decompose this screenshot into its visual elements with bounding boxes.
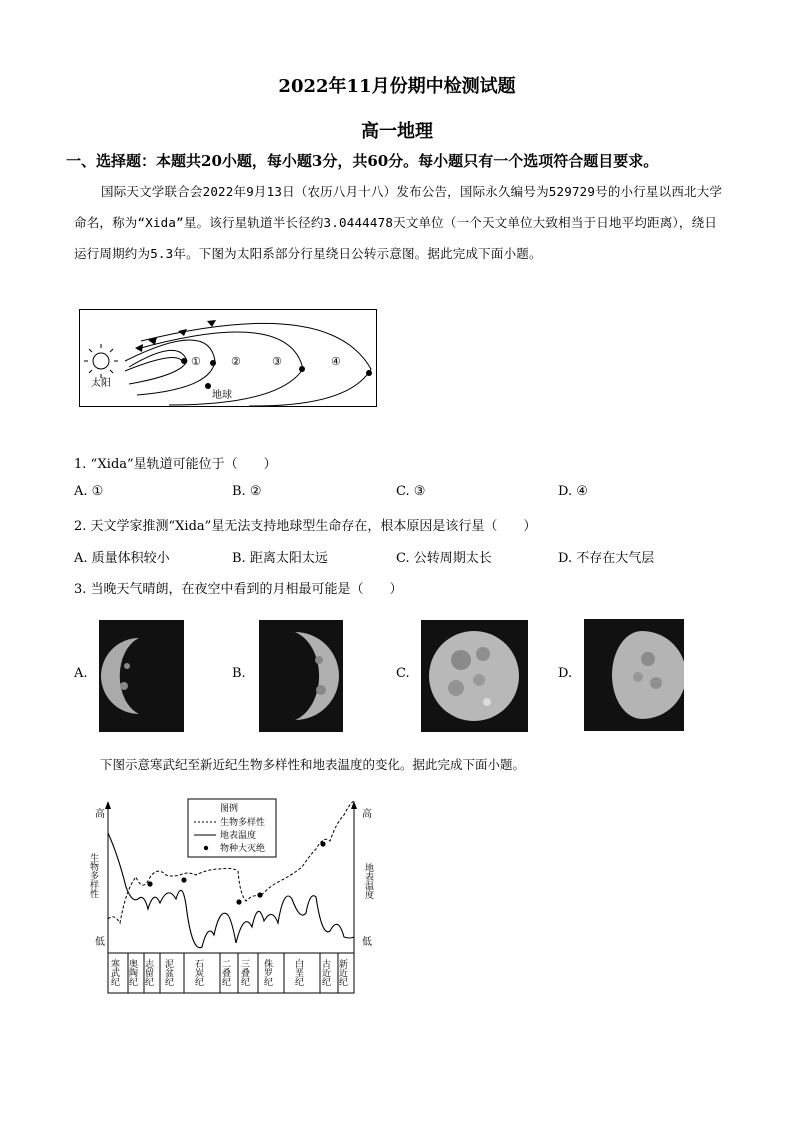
q2-option-b[interactable]: B. 距离太阳太远 (232, 551, 328, 566)
legend-temperature: 地表温度 (220, 831, 257, 841)
left-axis-high: 高 (95, 809, 105, 820)
period-label: 二叠纪 (220, 959, 230, 986)
period-label: 三叠纪 (239, 959, 249, 986)
legend-biodiversity: 生物多样性 (220, 818, 266, 828)
orbit-marker-1: ① (191, 355, 201, 368)
extinction-marker (257, 892, 262, 897)
exam-title: 2022年11月份期中检测试题 (278, 76, 516, 97)
right-axis-label: 地表温度 (363, 863, 373, 899)
right-axis-high: 高 (362, 809, 372, 820)
subject-title: 高一地理 (361, 121, 433, 142)
extinction-marker (147, 881, 152, 886)
period-label: 泥盆纪 (163, 959, 173, 986)
q1-option-a[interactable]: A. ① (74, 484, 104, 499)
moon-phase-d-image[interactable] (584, 619, 684, 731)
period-label: 寒武纪 (109, 959, 119, 986)
question-1: 1. “Xida”星轨道可能位于（ ） (74, 457, 277, 472)
extinction-marker (236, 899, 241, 904)
period-label: 侏罗纪 (262, 959, 272, 986)
extinction-marker (320, 841, 325, 846)
q3-option-c[interactable]: C. (396, 666, 410, 681)
left-axis-label: 生物多样性 (88, 853, 98, 898)
q3-option-b[interactable]: B. (232, 666, 246, 681)
q2-option-a[interactable]: A. 质量体积较小 (74, 551, 170, 566)
orbit-marker-2: ② (231, 355, 241, 368)
period-label: 志留纪 (143, 959, 153, 986)
right-axis-low: 低 (362, 937, 372, 948)
q1-option-b[interactable]: B. ② (232, 484, 262, 499)
question-3: 3. 当晚天气晴朗，在夜空中看到的月相最可能是（ ） (74, 582, 403, 597)
question-2: 2. 天文学家推测“Xida”星无法支持地球型生命存在，根本原因是该行星（ ） (74, 519, 537, 534)
earth-label: 地球 (212, 390, 232, 401)
q1-option-c[interactable]: C. ③ (396, 484, 426, 499)
section-heading: 一、选择题：本题共20小题，每小题3分，共60分。每小题只有一个选项符合题目要求。 (66, 152, 659, 170)
extinction-marker (181, 877, 186, 882)
q3-option-d[interactable]: D. (558, 666, 573, 681)
q1-option-d[interactable]: D. ④ (558, 484, 588, 499)
sun-label: 太阳 (91, 378, 111, 389)
biodiversity-temperature-chart (80, 795, 380, 1000)
orbit-marker-3: ③ (272, 355, 282, 368)
legend-title: 图例 (220, 804, 239, 814)
q2-option-d[interactable]: D. 不存在大气层 (558, 551, 655, 566)
moon-phase-b-image[interactable] (259, 620, 343, 732)
moon-phase-c-image[interactable] (421, 620, 528, 732)
intro-paragraph-1: 国际天文学联合会2022年9月13日（农历八月十八）发布公告，国际永久编号为529729号的小行星以西北大学命名，称为“Xida”星。该行星轨道半长径约3.0444478天文单位（一个天文单位大致相当于日地平均距离），绕日运行周期约为5.3年。下图为太阳系部分行星绕日公转示意图。据此完成下面小题。 (74, 184, 723, 261)
period-label: 奥陶纪 (127, 959, 137, 986)
period-label: 新近纪 (337, 959, 347, 986)
q3-option-a[interactable]: A. (74, 666, 88, 681)
period-label: 古近纪 (320, 959, 330, 986)
legend-extinction: 物种大灭绝 (220, 844, 266, 854)
intro-paragraph-2: 下图示意寒武纪至新近纪生物多样性和地表温度的变化。据此完成下面小题。 (100, 757, 526, 772)
orbit-marker-4: ④ (331, 355, 341, 368)
left-axis-low: 低 (95, 937, 105, 948)
moon-phase-a-image[interactable] (99, 620, 184, 732)
orbit-diagram (79, 309, 377, 407)
period-label: 白垩纪 (293, 959, 303, 986)
q2-option-c[interactable]: C. 公转周期太长 (396, 551, 492, 566)
period-label: 石炭纪 (193, 959, 203, 986)
